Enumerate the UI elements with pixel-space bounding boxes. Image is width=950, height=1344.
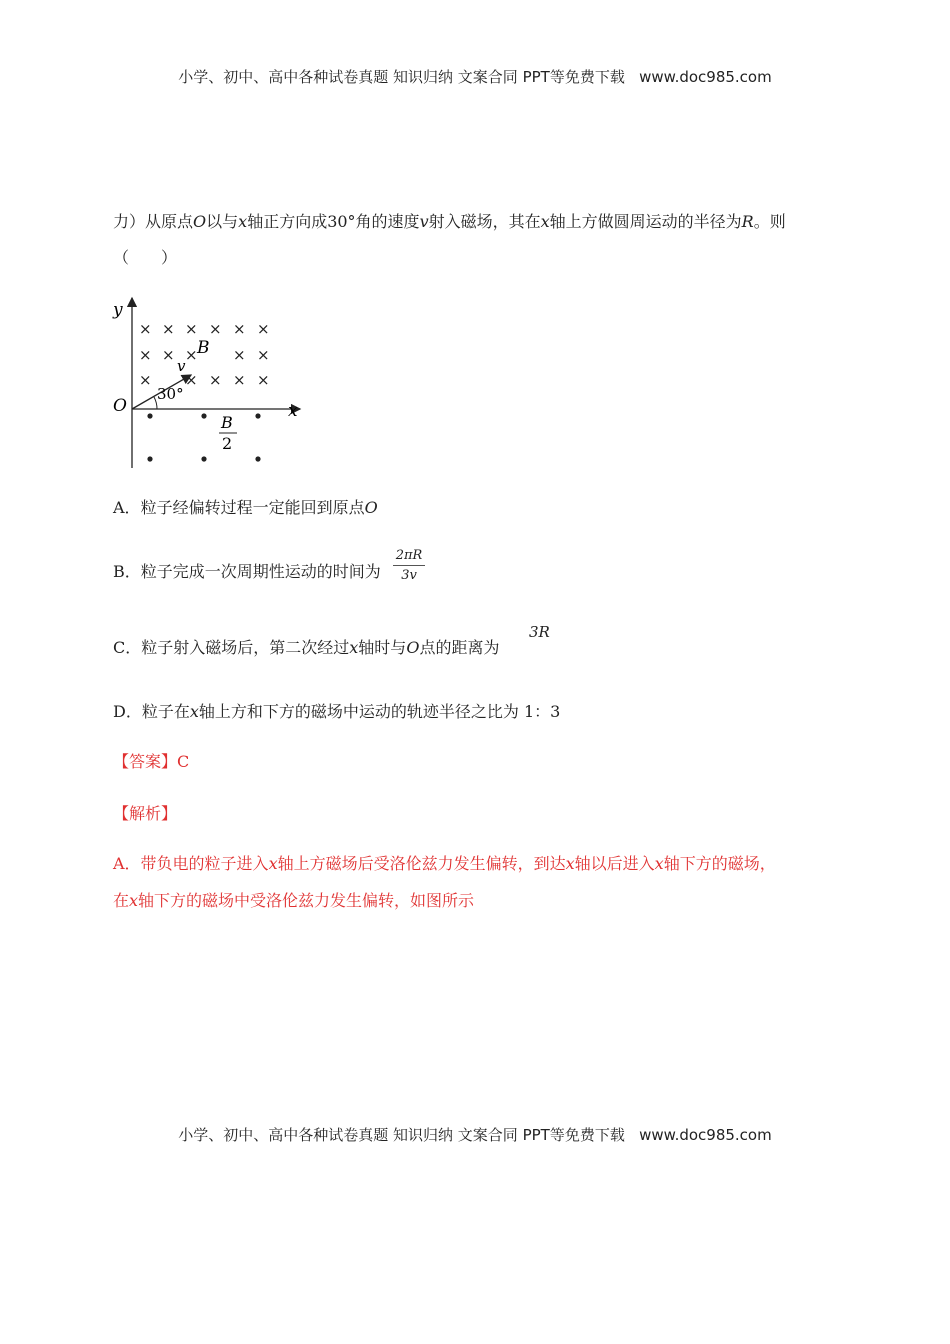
dot-mark	[201, 413, 206, 418]
question-stem: 力）从原点O以与x轴正方向成30°角的速度v射入磁场，其在x轴上方做圆周运动的半径为R。则	[113, 212, 786, 231]
fraction-bar	[393, 565, 425, 566]
cross-mark: ×	[185, 320, 198, 338]
header-url[interactable]: www.doc985.com	[639, 68, 772, 86]
distance-value: 3R	[529, 623, 550, 641]
page-footer	[0, 1124, 950, 1145]
page-header	[0, 66, 950, 87]
y-axis-label: y	[113, 300, 123, 320]
field-out-of-page-dots	[147, 413, 260, 461]
answer-label: 【答案】	[113, 752, 178, 771]
cross-mark: ×	[233, 320, 246, 338]
cross-mark: ×	[162, 320, 175, 338]
origin-label: O	[113, 396, 127, 416]
period-fraction	[393, 548, 425, 583]
dot-mark	[255, 413, 260, 418]
fraction-numerator: 2πR	[395, 548, 423, 563]
dot-mark	[147, 413, 152, 418]
footer-url[interactable]: www.doc985.com	[639, 1126, 772, 1144]
field-B-label: B	[197, 338, 210, 358]
cross-mark: ×	[209, 371, 222, 389]
cross-mark: ×	[257, 371, 270, 389]
dot-mark	[201, 456, 206, 461]
header-text: 小学、初中、高中各种试卷真题 知识归纳 文案合同 PPT等免费下载	[178, 68, 625, 86]
cross-mark: ×	[233, 346, 246, 364]
cross-mark: ×	[209, 320, 222, 338]
cross-mark: ×	[139, 371, 152, 389]
cross-mark: ×	[185, 346, 198, 364]
x-axis-label: x	[288, 401, 298, 421]
cross-mark: ×	[257, 346, 270, 364]
answer-paren: （ ）	[113, 248, 178, 267]
analysis-line-2: 在x轴下方的磁场中受洛伦兹力发生偏转，如图所示	[113, 891, 475, 910]
cross-mark: ×	[139, 320, 152, 338]
option-a[interactable]: A．粒子经偏转过程一定能回到原点O	[113, 498, 378, 517]
half-B-denominator: 2	[222, 434, 233, 453]
footer-text: 小学、初中、高中各种试卷真题 知识归纳 文案合同 PPT等免费下载	[178, 1126, 625, 1144]
analysis-line-1: A．带负电的粒子进入x轴上方磁场后受洛伦兹力发生偏转，到达x轴以后进入x轴下方的磁场，	[113, 854, 776, 873]
option-b[interactable]: B．粒子完成一次周期性运动的时间为	[113, 562, 381, 581]
cross-mark: ×	[257, 320, 270, 338]
cross-mark: ×	[162, 346, 175, 364]
half-B-numerator: B	[221, 413, 233, 432]
option-c[interactable]: C．粒子射入磁场后，第二次经过x轴时与O点的距离为	[113, 638, 500, 657]
magnetic-field-figure	[105, 293, 315, 473]
fraction-denominator: 3v	[401, 568, 417, 583]
velocity-label: v	[177, 357, 186, 375]
answer	[113, 751, 189, 773]
answer-value: C	[177, 752, 190, 771]
dot-mark	[147, 456, 152, 461]
cross-mark: ×	[185, 371, 198, 389]
option-d[interactable]: D．粒子在x轴上方和下方的磁场中运动的轨迹半径之比为 1：3	[113, 702, 561, 721]
dot-mark	[255, 456, 260, 461]
analysis-label: 【解析】	[113, 804, 178, 823]
angle-label: 30°	[157, 385, 184, 403]
cross-mark: ×	[139, 346, 152, 364]
cross-mark: ×	[233, 371, 246, 389]
